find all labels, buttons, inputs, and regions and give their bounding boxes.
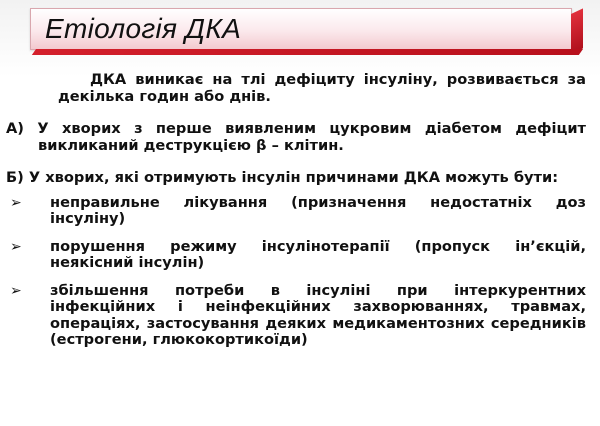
title-banner-side-edge (571, 8, 583, 54)
arrow-bullet-icon: ➢ (10, 238, 22, 255)
list-item (6, 283, 586, 349)
title-banner (30, 8, 572, 50)
title-banner-bottom-edge (32, 49, 583, 55)
item-b-paragraph: Б) У хворих, які отримують інсулін причинами ДКА можуть бути: (6, 169, 559, 186)
list-item-text: збільшення потреби в інсуліні при інтеркурентних інфекційних і неінфекційних захворюваннях, травмах, операціях, застосування деяких медикаментозних середників (естрогени, глюкокортикоїди) (50, 281, 586, 348)
arrow-bullet-icon: ➢ (10, 282, 22, 299)
slide-title: Етіологія ДКА (45, 13, 242, 44)
list-item-text: неправильне лікування (призначення недостатніх доз інсуліну) (50, 193, 586, 227)
arrow-bullet-icon: ➢ (10, 194, 22, 211)
item-a-paragraph: А) У хворих з перше виявленим цукровим діабетом дефіцит викликаний деструкцією β – клітин. (6, 120, 586, 154)
list-item (6, 195, 586, 228)
causes-list (6, 195, 586, 349)
slide-body (6, 72, 586, 360)
list-item (6, 239, 586, 272)
list-item-text: порушення режиму інсулінотерапії (пропуск ін’єкцій, неякісний інсулін) (50, 237, 586, 271)
intro-paragraph: ДКА виникає на тлі дефіциту інсуліну, розвивається за декілька годин або днів. (58, 71, 586, 105)
